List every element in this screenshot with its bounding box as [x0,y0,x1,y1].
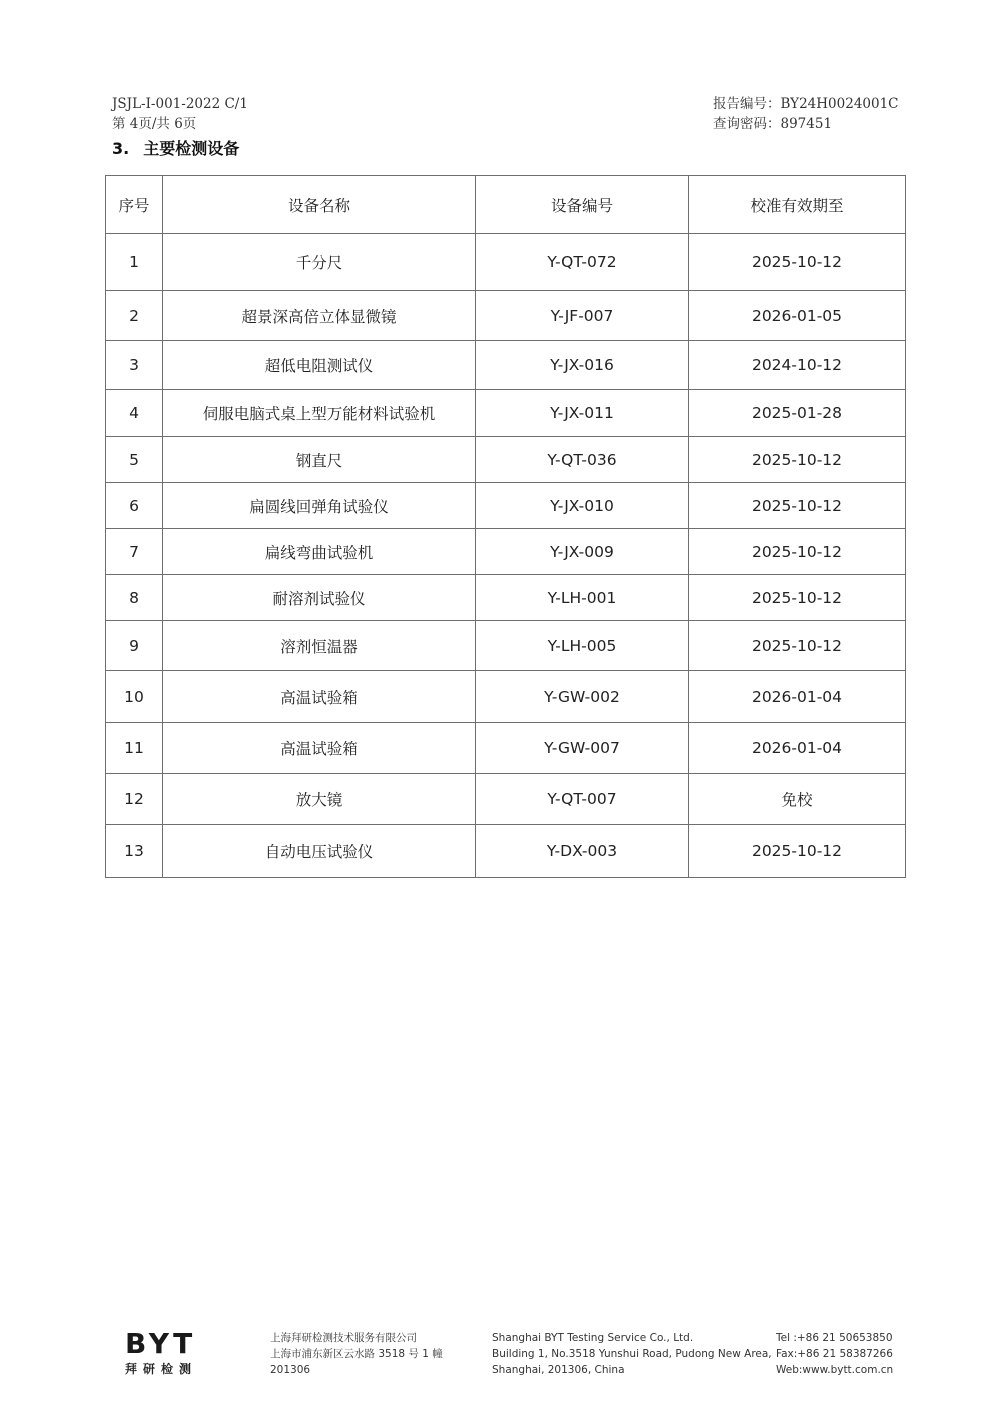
cell-valid-until: 2024-10-12 [689,341,906,390]
footer-en-address-2: Shanghai, 201306, China [492,1364,625,1376]
cell-equipment-code: Y-LH-005 [476,621,689,671]
cell-equipment-code: Y-JX-011 [476,390,689,437]
cell-equipment-name: 钢直尺 [163,437,476,483]
table-row [106,234,906,291]
cell-equipment-code: Y-JF-007 [476,291,689,341]
table-row [106,825,906,878]
footer-en-block [492,1330,772,1378]
cell-equipment-name: 超景深高倍立体显微镜 [163,291,476,341]
cell-valid-until: 免校 [689,774,906,825]
cell-equipment-name: 耐溶剂试验仪 [163,575,476,621]
cell-equipment-name: 高温试验箱 [163,723,476,774]
cell-equipment-code: Y-LH-001 [476,575,689,621]
page-info: 第 4页/共 6页 [112,116,197,132]
table-row [106,529,906,575]
footer-en-address-1: Building 1, No.3518 Yunshui Road, Pudong New Area, [492,1348,772,1360]
cell-index: 2 [106,291,163,341]
table-header-row [106,176,906,234]
footer-cn-company: 上海拜研检测技术服务有限公司 [270,1332,417,1344]
header-right [713,94,899,134]
cell-equipment-code: Y-JX-010 [476,483,689,529]
col-header-index: 序号 [106,176,163,234]
cell-index: 11 [106,723,163,774]
cell-equipment-code: Y-GW-002 [476,671,689,723]
footer-cn-postcode: 201306 [270,1364,311,1376]
cell-index: 4 [106,390,163,437]
section-number: 3. [112,139,130,158]
table-row [106,671,906,723]
cell-equipment-name: 扁线弯曲试验机 [163,529,476,575]
table-row [106,390,906,437]
table-row [106,723,906,774]
section-title [112,136,239,159]
logo-mark: BYT [125,1327,197,1360]
cell-valid-until: 2025-01-28 [689,390,906,437]
cell-equipment-code: Y-QT-036 [476,437,689,483]
cell-index: 7 [106,529,163,575]
cell-index: 10 [106,671,163,723]
footer-cn-address: 上海市浦东新区云水路 3518 号 1 幢 [270,1348,443,1360]
cell-equipment-code: Y-GW-007 [476,723,689,774]
table-row [106,437,906,483]
cell-index: 8 [106,575,163,621]
cell-index: 6 [106,483,163,529]
cell-valid-until: 2025-10-12 [689,575,906,621]
cell-equipment-code: Y-DX-003 [476,825,689,878]
section-heading: 主要检测设备 [143,139,240,158]
footer-contact-block [776,1330,893,1378]
footer-cn-block [270,1330,443,1378]
header-left [112,94,248,134]
cell-index: 13 [106,825,163,878]
footer-en-company: Shanghai BYT Testing Service Co., Ltd. [492,1332,694,1344]
table-row [106,774,906,825]
cell-equipment-code: Y-JX-016 [476,341,689,390]
cell-valid-until: 2025-10-12 [689,825,906,878]
cell-valid-until: 2025-10-12 [689,621,906,671]
query-code: 查询密码：897451 [713,116,833,132]
cell-valid-until: 2025-10-12 [689,437,906,483]
col-header-valid-until: 校准有效期至 [689,176,906,234]
table-row [106,483,906,529]
cell-index: 5 [106,437,163,483]
footer-web: Web:www.bytt.com.cn [776,1364,894,1376]
col-header-name: 设备名称 [163,176,476,234]
footer-tel: Tel :+86 21 50653850 [776,1332,893,1344]
cell-valid-until: 2025-10-12 [689,234,906,291]
cell-equipment-name: 高温试验箱 [163,671,476,723]
cell-valid-until: 2026-01-04 [689,671,906,723]
cell-equipment-code: Y-JX-009 [476,529,689,575]
company-logo [125,1327,220,1380]
cell-equipment-code: Y-QT-007 [476,774,689,825]
cell-equipment-name: 溶剂恒温器 [163,621,476,671]
cell-index: 12 [106,774,163,825]
cell-valid-until: 2026-01-05 [689,291,906,341]
cell-equipment-code: Y-QT-072 [476,234,689,291]
logo-cn-text: 拜研检测 [125,1362,198,1376]
cell-equipment-name: 千分尺 [163,234,476,291]
cell-equipment-name: 超低电阻测试仪 [163,341,476,390]
cell-index: 3 [106,341,163,390]
cell-equipment-name: 伺服电脑式桌上型万能材料试验机 [163,390,476,437]
equipment-table [105,175,906,878]
cell-equipment-name: 自动电压试验仪 [163,825,476,878]
doc-code: JSJL-I-001-2022 C/1 [112,96,248,112]
table-row [106,575,906,621]
cell-valid-until: 2026-01-04 [689,723,906,774]
cell-index: 1 [106,234,163,291]
cell-equipment-name: 扁圆线回弹角试验仪 [163,483,476,529]
table-row [106,621,906,671]
report-number: 报告编号：BY24H0024001C [713,96,899,112]
cell-equipment-name: 放大镜 [163,774,476,825]
footer-fax: Fax:+86 21 58387266 [776,1348,893,1360]
cell-index: 9 [106,621,163,671]
table-row [106,341,906,390]
col-header-code: 设备编号 [476,176,689,234]
cell-valid-until: 2025-10-12 [689,529,906,575]
cell-valid-until: 2025-10-12 [689,483,906,529]
table-row [106,291,906,341]
